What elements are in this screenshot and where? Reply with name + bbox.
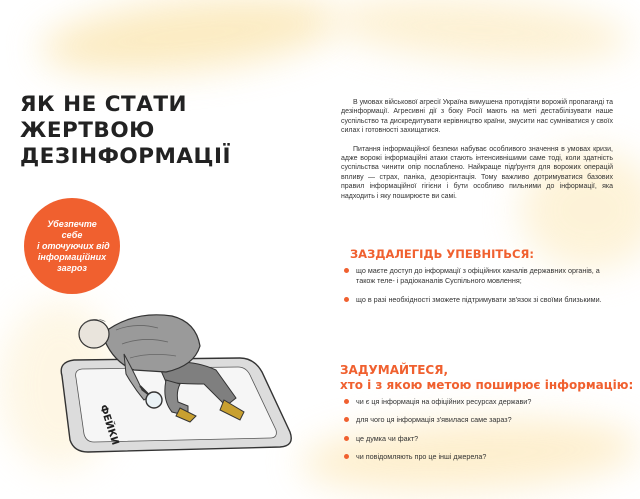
page-title [20, 92, 260, 170]
list-item: для чого ця інформація з'явилася саме зараз? [344, 415, 614, 425]
section-heading-verify: ЗАЗДАЛЕГІДЬ УПЕВНІТЬСЯ: [350, 247, 534, 261]
man-with-magnifier-illustration [40, 300, 300, 465]
badge-line: загроз [57, 262, 87, 273]
title-line: ЯК НЕ СТАТИ [20, 92, 188, 117]
background-wash [328, 0, 631, 70]
intro-paragraph: Питання інформаційної безпеки набуває особливого значення в умовах кризи, адже ворожі інформаційні атаки стають інтенсивнішими саме тоді, коли здатність суспільства чинити опір послаблено. Найкраще підґрунтя для ворожих операцій впливу — страх, паніка, дезорієнтація. Тому важливо дотримуватися базових правил інформаційної гігієни і бути особливо пильними до інформації, яка надходить і яку поширюєте ви самі. [341, 145, 613, 200]
list-item: чи повідомляють про це інші джерела? [344, 452, 614, 462]
section-heading-line: ЗАДУМАЙТЕСЯ, [340, 363, 449, 377]
bullet-dot-icon [344, 454, 349, 459]
background-wash [37, 0, 343, 85]
badge-line: і оточуючих від [37, 240, 110, 251]
intro-paragraph: В умовах військової агресії Україна вимушена протидіяти ворожій пропаганді та дезінформації. Агресивні дії з боку Росії мають на меті дестабілізувати наше суспільство та дискредитувати керівництво країни, змусити нас сумніватися у своїх силах і готовності захищатися. [341, 99, 613, 135]
bullet-dot-icon [344, 297, 349, 302]
section-heading-think [340, 363, 633, 393]
bullet-dot-icon [344, 417, 349, 422]
protect-yourself-badge [24, 198, 120, 294]
section-heading-line: хто і з якою метою поширює інформацію: [340, 378, 634, 392]
list-item: це думка чи факт? [344, 434, 614, 444]
bullet-dot-icon [344, 436, 349, 441]
list-item: що маєте доступ до інформації з офіційних каналів державних органів, а також теле- і радіоканалів Суспільного мовлення; [344, 266, 614, 286]
list-item: чи є ця інформація на офіційних ресурсах держави? [344, 397, 614, 407]
bullet-dot-icon [344, 268, 349, 273]
badge-line: Убезпечте [47, 218, 97, 229]
title-line: ЖЕРТВОЮ [20, 118, 155, 143]
list-item: що в разі необхідності зможете підтримувати зв'язок зі своїми близькими. [344, 295, 614, 305]
intro-text [341, 98, 613, 210]
phone-label: ФЕЙКИ [97, 403, 121, 447]
magnifier-icon [146, 392, 162, 408]
bullet-dot-icon [344, 399, 349, 404]
verify-list [344, 266, 614, 313]
badge-line: інформаційних [37, 251, 107, 262]
man-head [79, 320, 109, 348]
badge-line: себе [61, 229, 83, 240]
questions-list [344, 397, 614, 470]
title-line: ДЕЗІНФОРМАЦІЇ [20, 144, 231, 169]
